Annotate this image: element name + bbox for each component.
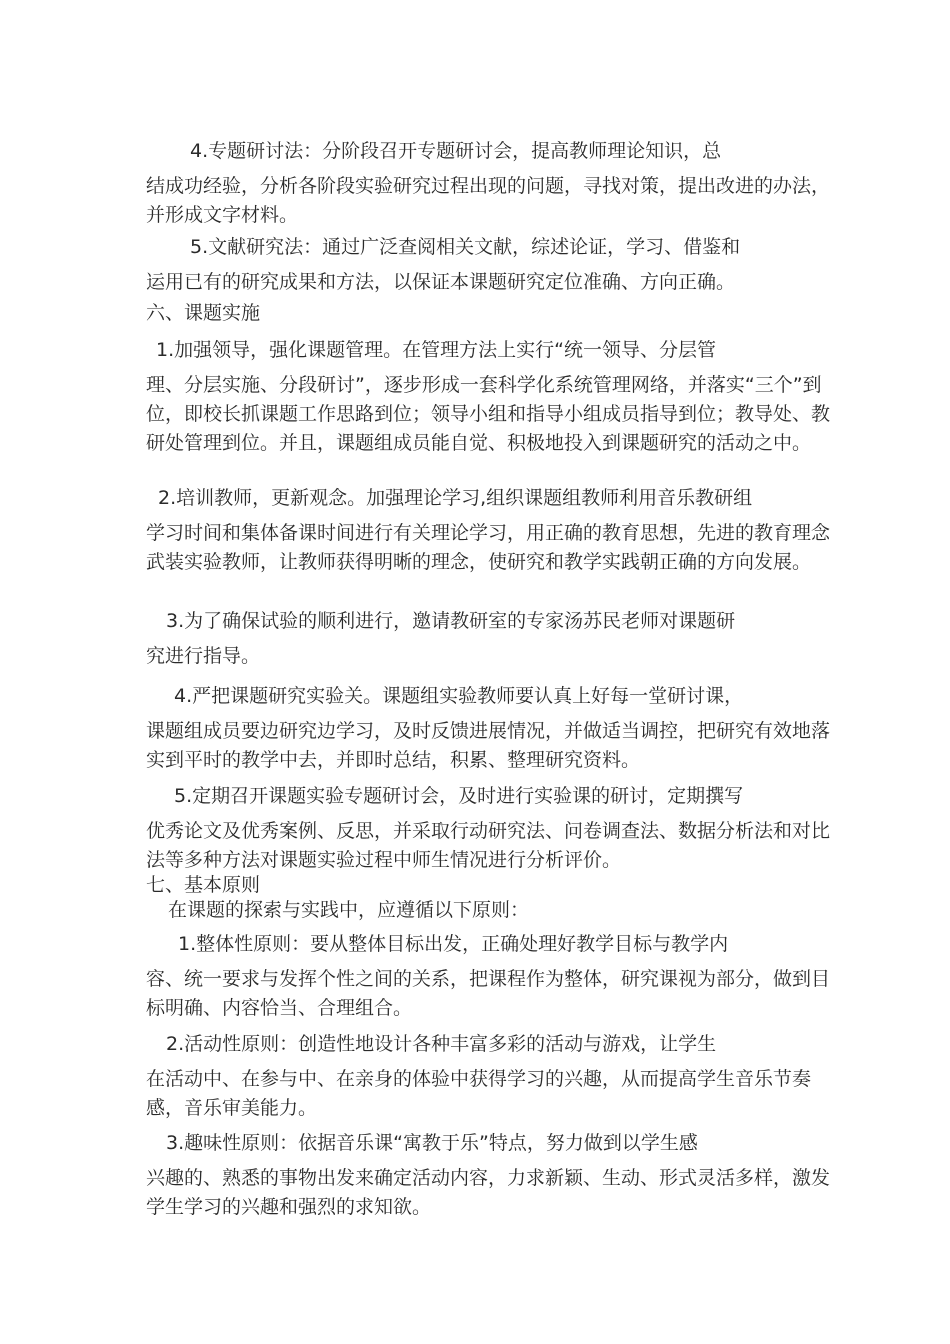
paragraph-body: 理、分层实施、分段研讨”，逐步形成一套科学化系统管理网络，并落实“三个”到位，即校长抓课题工作思路到位；领导小组和指导小组成员指导到位；教导处、教研处管理到位。并且，课题组成员能自觉、积极地投入到课题研究的活动之中。 (146, 374, 831, 454)
paragraph-first-line: 3.为了确保试验的顺利进行，邀请教研室的专家汤苏民老师对课题研 (166, 610, 736, 632)
paragraph-body: 兴趣的、熟悉的事物出发来确定活动内容，力求新颖、生动、形式灵活多样，激发学生学习的兴趣和强烈的求知欲。 (146, 1167, 831, 1218)
paragraph-body: 容、统一要求与发挥个性之间的关系，把课程作为整体，研究课视为部分，做到目标明确、内容恰当、合理组合。 (146, 968, 831, 1019)
section-intro-7: 在课题的探索与实践中，应遵循以下原则： (168, 899, 530, 921)
paragraph-first-line: 2.培训教师，更新观念。加强理论学习,组织课题组教师利用音乐教研组 (158, 487, 753, 509)
section-heading-7: 七、基本原则 (146, 874, 261, 896)
paragraph-body: 优秀论文及优秀案例、反思，并采取行动研究法、问卷调查法、数据分析法和对比法等多种方法对课题实验过程中师生情况进行分析评价。 (146, 820, 831, 871)
paragraph-impl-2 (146, 484, 846, 577)
paragraph-principle-2 (146, 1030, 846, 1123)
paragraph-first-line: 3.趣味性原则：依据音乐课“寓教于乐”特点，努力做到以学生感 (166, 1132, 698, 1154)
paragraph-first-line: 2.活动性原则：创造性地设计各种丰富多彩的活动与游戏，让学生 (166, 1033, 717, 1055)
paragraph-first-line: 1.加强领导，强化课题管理。在管理方法上实行“统一领导、分层管 (156, 339, 716, 361)
paragraph-first-line: 4.严把课题研究实验关。课题组实验教师要认真上好每一堂研讨课， (174, 685, 744, 707)
paragraph-first-line: 5.定期召开课题实验专题研讨会，及时进行实验课的研讨，定期撰写 (174, 785, 744, 807)
paragraph-principle-1 (146, 930, 846, 1023)
paragraph-principle-3 (146, 1129, 846, 1222)
paragraph-impl-4 (146, 682, 846, 775)
paragraph-method-4 (146, 137, 846, 230)
paragraph-body: 运用已有的研究成果和方法，以保证本课题研究定位准确、方向正确。 (146, 271, 736, 293)
paragraph-body: 学习时间和集体备课时间进行有关理论学习，用正确的教育思想，先进的教育理念武装实验教师，让教师获得明晰的理念，使研究和教学实践朝正确的方向发展。 (146, 522, 831, 573)
paragraph-body: 究进行指导。 (146, 645, 261, 667)
paragraph-body: 在活动中、在参与中、在亲身的体验中获得学习的兴趣，从而提高学生音乐节奏感，音乐审美能力。 (146, 1068, 812, 1119)
paragraph-first-line: 4.专题研讨法：分阶段召开专题研讨会，提高教师理论知识，总 (190, 140, 722, 162)
paragraph-body: 结成功经验，分析各阶段实验研究过程出现的问题，寻找对策，提出改进的办法，并形成文字材料。 (146, 175, 831, 226)
paragraph-impl-1 (146, 336, 846, 458)
paragraph-body: 课题组成员要边研究边学习，及时反馈进展情况，并做适当调控，把研究有效地落实到平时的教学中去，并即时总结，积累、整理研究资料。 (146, 720, 831, 771)
paragraph-method-5 (146, 233, 846, 297)
paragraph-first-line: 5.文献研究法：通过广泛查阅相关文献，综述论证，学习、借鉴和 (190, 236, 741, 258)
paragraph-impl-5 (146, 782, 846, 875)
paragraph-first-line: 1.整体性原则：要从整体目标出发，正确处理好教学目标与教学内 (178, 933, 729, 955)
paragraph-impl-3 (146, 607, 846, 671)
section-heading-6: 六、课题实施 (146, 302, 261, 324)
